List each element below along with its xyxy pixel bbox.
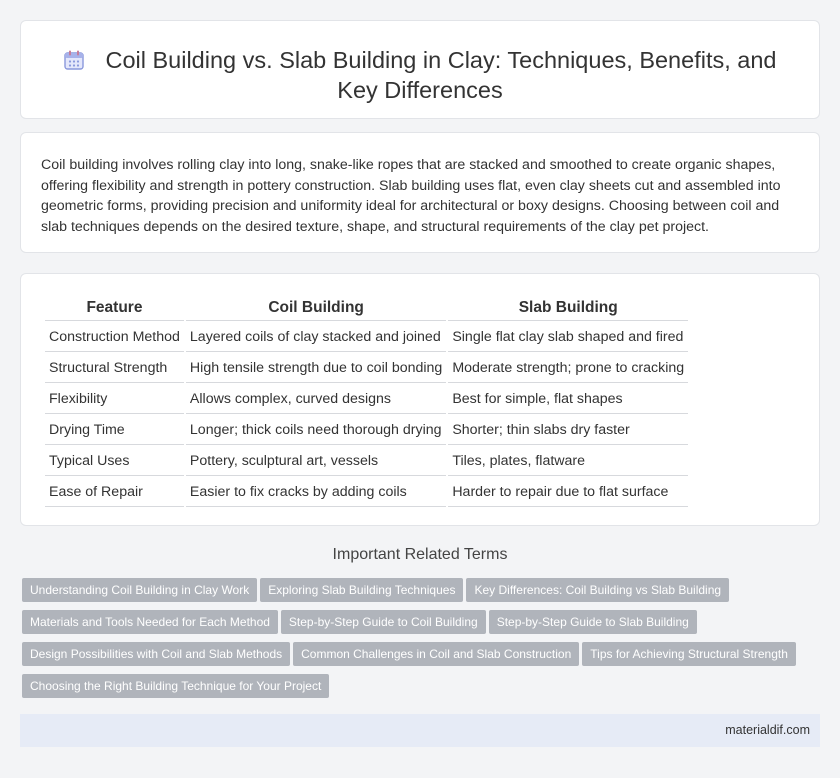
related-tag-coil-guide[interactable]: Step-by-Step Guide to Coil Building <box>281 610 486 634</box>
table-cell: Single flat clay slab shaped and fired <box>448 323 688 352</box>
related-tag-structural-strength[interactable]: Tips for Achieving Structural Strength <box>582 642 796 666</box>
related-tag-choosing-technique[interactable]: Choosing the Right Building Technique for Your Project <box>22 674 329 698</box>
table-cell: Construction Method <box>45 323 184 352</box>
footer-site-link[interactable]: materialdif.com <box>725 723 810 737</box>
related-tag-key-differences[interactable]: Key Differences: Coil Building vs Slab Building <box>466 578 729 602</box>
calendar-icon <box>63 48 85 70</box>
header-slab: Slab Building <box>448 295 688 321</box>
related-tags <box>22 578 822 706</box>
related-tag-common-challenges[interactable]: Common Challenges in Coil and Slab Construction <box>293 642 579 666</box>
table-cell: Flexibility <box>45 385 184 414</box>
comparison-card <box>20 273 820 526</box>
page-title: Coil Building vs. Slab Building in Clay: Techniques, Benefits, and Key Differences <box>105 47 777 103</box>
intro-paragraph: Coil building involves rolling clay into long, snake-like ropes that are stacked and smoothed to create organic shapes, offering flexibility and strength in pottery construction. Slab building uses flat, even clay sheets cut and assembled into geometric forms, providing precision and uniformity ideal for architectural or boxy designs. Choosing between coil and slab techniques depends on the desired texture, shape, and structural requirements of the clay pet project. <box>41 157 781 235</box>
table-cell: Pottery, sculptural art, vessels <box>186 447 446 476</box>
header-feature: Feature <box>45 295 184 321</box>
table-row <box>45 478 688 507</box>
table-cell: Tiles, plates, flatware <box>448 447 688 476</box>
table-cell: Moderate strength; prone to cracking <box>448 354 688 383</box>
table-header-row <box>45 295 688 321</box>
related-tag-coil-building[interactable]: Understanding Coil Building in Clay Work <box>22 578 257 602</box>
related-tag-design-possibilities[interactable]: Design Possibilities with Coil and Slab Methods <box>22 642 290 666</box>
table-cell: Allows complex, curved designs <box>186 385 446 414</box>
comparison-table <box>43 293 690 509</box>
intro-card <box>20 132 820 253</box>
table-row <box>45 323 688 352</box>
table-cell: Structural Strength <box>45 354 184 383</box>
table-cell: Longer; thick coils need thorough drying <box>186 416 446 445</box>
table-row <box>45 416 688 445</box>
table-cell: Harder to repair due to flat surface <box>448 478 688 507</box>
related-tag-slab-techniques[interactable]: Exploring Slab Building Techniques <box>260 578 463 602</box>
table-row <box>45 447 688 476</box>
table-cell: Typical Uses <box>45 447 184 476</box>
table-row <box>45 385 688 414</box>
table-cell: Layered coils of clay stacked and joined <box>186 323 446 352</box>
table-cell: Drying Time <box>45 416 184 445</box>
table-cell: High tensile strength due to coil bonding <box>186 354 446 383</box>
table-cell: Ease of Repair <box>45 478 184 507</box>
footer <box>20 714 820 747</box>
page-title-wrap <box>21 45 819 105</box>
table-cell: Shorter; thin slabs dry faster <box>448 416 688 445</box>
related-tag-materials-tools[interactable]: Materials and Tools Needed for Each Method <box>22 610 278 634</box>
related-terms-heading: Important Related Terms <box>332 546 508 563</box>
related-tag-slab-guide[interactable]: Step-by-Step Guide to Slab Building <box>489 610 697 634</box>
table-cell: Easier to fix cracks by adding coils <box>186 478 446 507</box>
title-card <box>20 20 820 119</box>
header-coil: Coil Building <box>186 295 446 321</box>
table-cell: Best for simple, flat shapes <box>448 385 688 414</box>
table-row <box>45 354 688 383</box>
